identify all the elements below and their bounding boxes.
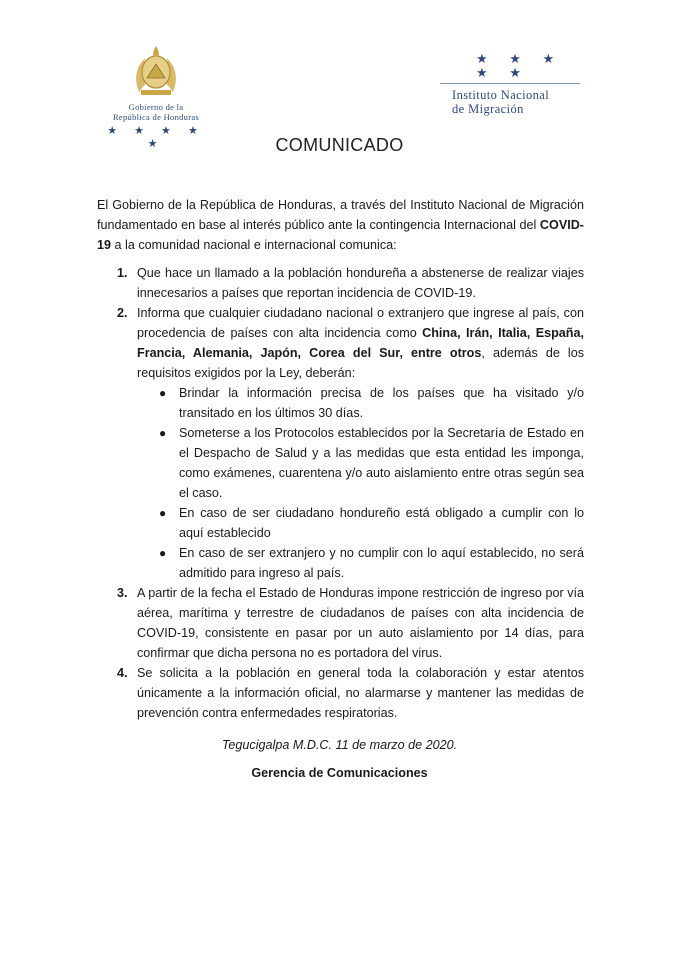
intro-paragraph bbox=[97, 195, 584, 255]
bullet-icon: ● bbox=[159, 546, 167, 560]
bullet-text: En caso de ser extranjero y no cumplir con lo aquí establecido, no será admitido para ingreso al país. bbox=[179, 546, 584, 580]
inm-stars: ★ ★ ★ ★ ★ bbox=[476, 51, 564, 80]
list-item-3 bbox=[97, 583, 584, 663]
signature: Gerencia de Comunicaciones bbox=[251, 766, 428, 780]
bullet-item bbox=[137, 423, 584, 503]
item-text: Que hace un llamado a la población hondureña a abstenerse de realizar viajes innecesarios a países que reportan incidencia de COVID-19. bbox=[137, 266, 584, 300]
intro-bold-a: COVID-19 bbox=[97, 218, 584, 252]
bullet-icon: ● bbox=[159, 386, 167, 400]
numbered-list bbox=[97, 263, 584, 723]
list-item-1 bbox=[97, 263, 584, 303]
page-title: COMUNICADO bbox=[275, 135, 404, 155]
list-item-4 bbox=[97, 663, 584, 723]
item-number: 4. bbox=[117, 666, 128, 680]
item-number: 2. bbox=[117, 306, 128, 320]
coat-of-arms-icon bbox=[121, 42, 191, 102]
item-text-a: Informa que cualquier ciudadano nacional o extranjero que ingrese al país, con procedencia de países con alta incidencia como bbox=[137, 306, 584, 340]
place-date: Tegucigalpa M.D.C. 11 de marzo de 2020. bbox=[221, 738, 458, 752]
bullet-text: Brindar la información precisa de los países que ha visitado y/o transitado en los últimos 30 días. bbox=[179, 386, 584, 420]
inm-logo bbox=[440, 52, 590, 116]
intro-text-b: a la comunidad nacional e internacional comunica: bbox=[111, 238, 397, 252]
seal-line-1: Gobierno de la bbox=[128, 102, 184, 112]
list-item-2 bbox=[97, 303, 584, 583]
bullet-item bbox=[137, 503, 584, 543]
bullet-item bbox=[137, 543, 584, 583]
item-bold-countries: China, Irán, Italia, España, Francia, Alemania, Japón, Corea del Sur, entre otros bbox=[137, 326, 584, 360]
inm-line-2: de Migración bbox=[452, 102, 524, 116]
item-number: 1. bbox=[117, 266, 128, 280]
bullet-item bbox=[137, 383, 584, 423]
bullet-icon: ● bbox=[159, 506, 167, 520]
bullet-text: Someterse a los Protocolos establecidos por la Secretaría de Estado en el Despacho de Salud y a las medidas que esta entidad les imponga, como exámenes, cuarentena y/o auto aislamiento entre otras según sea el caso. bbox=[179, 426, 584, 500]
item-number: 3. bbox=[117, 586, 128, 600]
seal-stars: ★ ★ ★ ★ ★ bbox=[107, 125, 205, 150]
item-text: Se solicita a la población en general toda la colaboración y estar atentos únicamente a la información oficial, no alarmarse y mantener las medidas de prevención contra enfermedades respiratorias. bbox=[137, 666, 584, 720]
bullet-list bbox=[137, 383, 584, 583]
inm-divider bbox=[440, 83, 580, 84]
item-text: A partir de la fecha el Estado de Honduras impone restricción de ingreso por vía aérea, marítima y terrestre de ciudadanos de países con alta incidencia de COVID-19, consistente en pasar por un auto aislamiento por 14 días, para confirmar que dicha persona no es portadora del virus. bbox=[137, 586, 584, 660]
bullet-text: En caso de ser ciudadano hondureño está obligado a cumplir con lo aquí establecido bbox=[179, 506, 584, 540]
intro-text-a: El Gobierno de la República de Honduras, a través del Instituto Nacional de Migración fundamentado en base al interés público ante la contingencia Internacional del bbox=[97, 198, 584, 232]
honduras-government-seal bbox=[96, 42, 216, 150]
item-text-b: , además de los requisitos exigidos por la Ley, deberán: bbox=[137, 346, 584, 380]
bullet-icon: ● bbox=[159, 426, 167, 440]
inm-line-1: Instituto Nacional bbox=[452, 88, 550, 102]
seal-line-2: República de Honduras bbox=[112, 112, 200, 122]
